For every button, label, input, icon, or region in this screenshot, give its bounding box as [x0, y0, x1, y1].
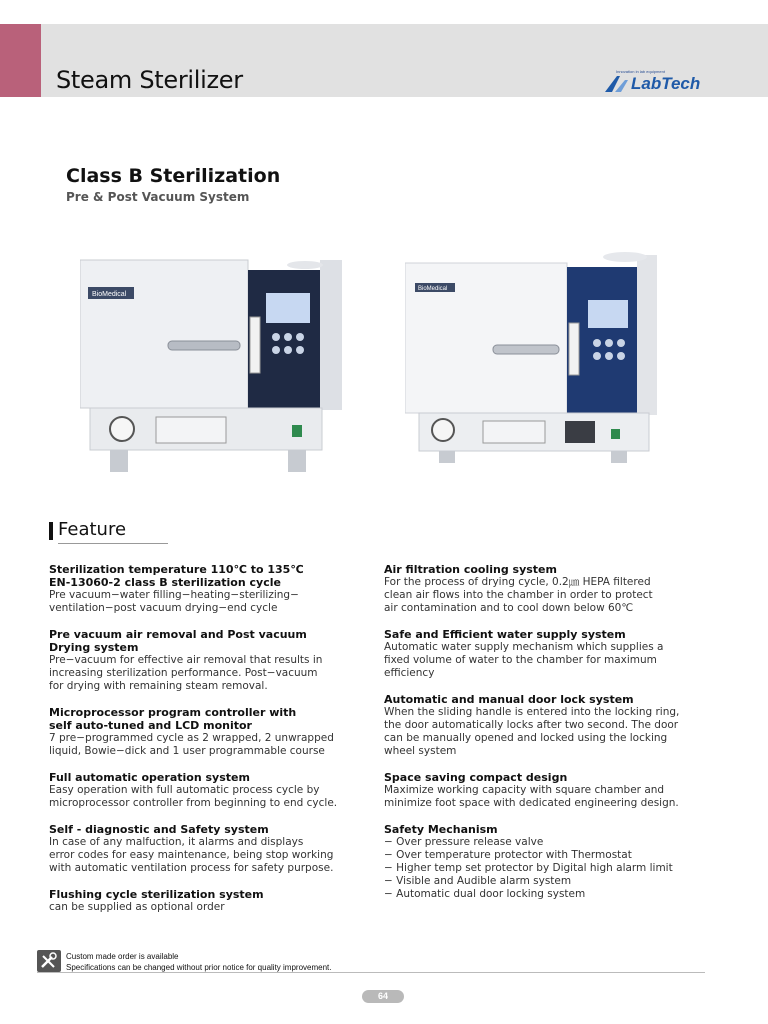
feature-desc: Maximize working capacity with square chamber and minimize foot space with dedicated engineering design. [384, 784, 679, 809]
feature-desc: Easy operation with full automatic process cycle by microprocessor controller from beginning to end cycle. [49, 784, 338, 809]
footer-note [66, 951, 331, 973]
section-title: Class B Sterilization [66, 165, 281, 187]
safety-list-item: − Automatic dual door locking system [384, 888, 586, 900]
feature-title: Flushing cycle sterilization system [49, 888, 264, 901]
footer-rule [37, 972, 705, 973]
feature-desc: 7 pre−programmed cycle as 2 wrapped, 2 unwrapped liquid, Bowie−dick and 1 user programmable course [49, 732, 334, 757]
page-number: 64 [377, 991, 388, 1001]
section-subtitle: Pre & Post Vacuum System [66, 190, 250, 204]
feature-desc: Pre vacuum−water filling−heating−sterilizing− ventilation−post vacuum drying−end cycle [49, 589, 299, 614]
sterilizer-image-right [405, 245, 660, 470]
safety-mechanism [384, 823, 714, 901]
feature-item [384, 693, 714, 758]
feature-title: Self - diagnostic and Safety system [49, 823, 269, 836]
feature-desc: In case of any malfuction, it alarms and displays error codes for easy maintenance, being stop working with automatic ventilation process for safety purpose. [49, 836, 334, 874]
safety-title: Safety Mechanism [384, 823, 498, 836]
safety-list-item: − Over pressure release valve [384, 836, 544, 848]
page-title: Steam Sterilizer [56, 66, 243, 94]
feature-item [49, 563, 379, 615]
features-right-column [384, 563, 714, 914]
product-brand-label: BioMedical [418, 286, 448, 292]
page-number-badge [362, 990, 404, 1003]
feature-item [384, 628, 714, 680]
feature-item [49, 823, 379, 875]
feature-item [384, 771, 714, 810]
feature-title: Automatic and manual door lock system [384, 693, 634, 706]
feature-desc: Automatic water supply mechanism which supplies a fixed volume of water to the chamber for maximum efficiency [384, 641, 664, 679]
feature-item [384, 563, 714, 615]
feature-title: Safe and Efficient water supply system [384, 628, 626, 641]
feature-title: Air filtration cooling system [384, 563, 557, 576]
feature-heading-label: Feature [58, 519, 127, 540]
feature-item [49, 888, 379, 914]
feature-title: Pre vacuum air removal and Post vacuum Drying system [49, 628, 307, 654]
tools-icon [37, 950, 61, 972]
feature-item [49, 771, 379, 810]
safety-list [384, 836, 714, 901]
footer-note-line-1: Custom made order is available [66, 952, 179, 961]
labtech-logo-icon [603, 72, 633, 94]
feature-heading-underline [58, 543, 168, 544]
logo-tagline: Innovation in lab equipment [616, 69, 665, 74]
header-accent-block [0, 24, 41, 97]
feature-desc: For the process of drying cycle, 0.2㎛ HEPA filtered clean air flows into the chamber in order to protect air contamination and to cool down below 60℃ [384, 576, 653, 614]
feature-title: Microprocessor program controller with self auto-tuned and LCD monitor [49, 706, 297, 732]
feature-item [49, 628, 379, 693]
feature-desc: Pre−vacuum for effective air removal that results in increasing sterilization performance. Post−vacuum for drying with remaining steam removal. [49, 654, 323, 692]
safety-list-item: − Over temperature protector with Thermostat [384, 849, 632, 861]
feature-title: Sterilization temperature 110℃ to 135℃ EN-13060-2 class B sterilization cycle [49, 563, 304, 589]
footer-note-line-2: Specifications can be changed without prior notice for quality improvement. [66, 963, 332, 972]
feature-desc: can be supplied as optional order [49, 901, 225, 913]
feature-title: Full automatic operation system [49, 771, 250, 784]
product-brand-label: BioMedical [92, 291, 127, 298]
sterilizer-image-left [80, 255, 342, 485]
logo-text: LabTech [631, 74, 701, 93]
safety-list-item: − Higher temp set protector by Digital high alarm limit [384, 862, 673, 874]
feature-item [49, 706, 379, 758]
feature-heading-bar [49, 522, 53, 540]
features-left-column [49, 563, 379, 927]
feature-desc: When the sliding handle is entered into the locking ring, the door automatically locks after two second. The door can be manually opened and locked using the locking wheel system [384, 706, 680, 757]
safety-list-item: − Visible and Audible alarm system [384, 875, 572, 887]
feature-title: Space saving compact design [384, 771, 568, 784]
